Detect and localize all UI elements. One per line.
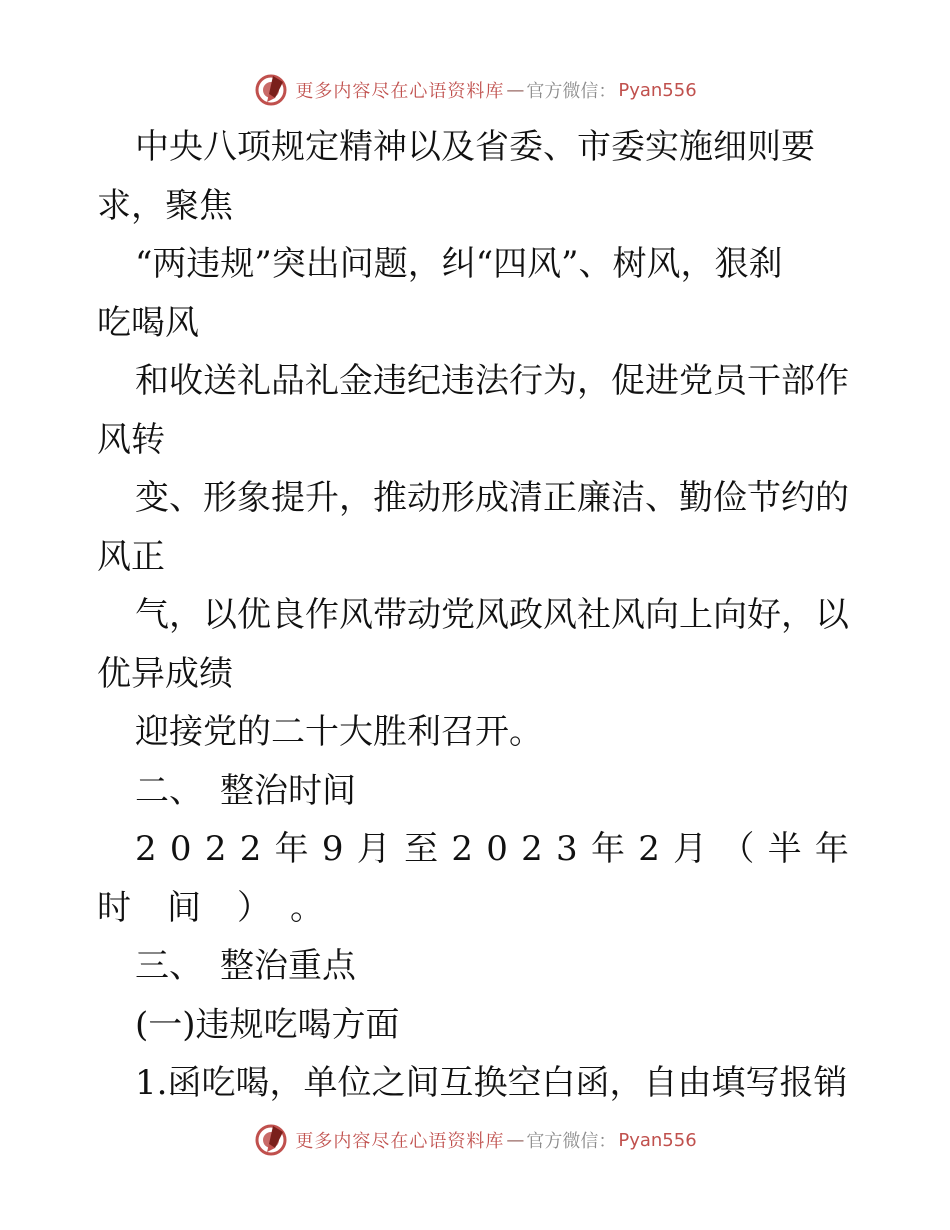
paragraph-line: 气，以优良作风带动党风政风社风向上向好，以 <box>135 595 849 635</box>
watermark-wechat-id: Pyan556 <box>618 79 697 101</box>
char: 年 <box>274 829 309 869</box>
paragraph-line: 和收送礼品礼金违纪违法行为，促进党员干部作 <box>135 361 849 401</box>
char: 月 <box>673 829 708 869</box>
char: 2 <box>521 829 543 869</box>
char: ） <box>237 887 254 928</box>
paragraph-line: 风转 <box>97 419 165 460</box>
char: 0 <box>169 829 192 869</box>
brush-logo-icon <box>253 72 289 108</box>
paragraph-line: 吃喝风 <box>97 302 199 343</box>
paragraph-line: “两违规”突出问题，纠“四风”、树风，狠刹 <box>135 244 783 284</box>
char: 2 <box>204 829 227 869</box>
section-heading: 二、 整治时间 <box>135 770 356 811</box>
watermark-text: 更多内容尽在心语资料库 <box>295 81 505 102</box>
section-heading: 三、 整治重点 <box>135 946 356 986</box>
char: 年 <box>814 829 849 869</box>
char: 0 <box>486 829 508 869</box>
paragraph-line: 优异成绩 <box>97 653 233 694</box>
watermark-text: 更多内容尽在心语资料库 <box>295 1131 505 1152</box>
char: 3 <box>556 829 578 869</box>
watermark-separator: — <box>506 1129 525 1151</box>
char: 。 <box>290 887 324 928</box>
paragraph-line: 1.函吃喝，单位之间互换空白函，自由填写报销 <box>135 1063 848 1103</box>
watermark-wechat-id: Pyan556 <box>618 1129 697 1151</box>
paragraph-line: 风正 <box>97 536 165 577</box>
char: 2 <box>239 829 262 869</box>
watermark-header <box>0 70 950 110</box>
char: 9 <box>321 829 344 869</box>
date-range-line <box>97 820 857 879</box>
paragraph-line: 变、形象提升，推动形成清正廉洁、勤俭节约的 <box>135 478 849 518</box>
watermark-wechat-label: 官方微信： <box>526 81 617 102</box>
document-body <box>97 118 857 1113</box>
watermark-wechat-label: 官方微信： <box>526 1131 617 1152</box>
date-range-line-end <box>97 879 857 938</box>
watermark-separator: — <box>506 79 525 101</box>
char: 月 <box>356 829 391 869</box>
char: 2 <box>638 829 660 869</box>
char: 间 <box>167 887 201 928</box>
watermark-footer <box>0 1120 950 1160</box>
paragraph-line: 迎接党的二十大胜利召开。 <box>135 712 543 752</box>
char: 半 <box>767 829 802 869</box>
char: 至 <box>404 829 439 869</box>
subsection-heading: (一)违规吃喝方面 <box>135 1004 400 1045</box>
paragraph-line: 中央八项规定精神以及省委、市委实施细则要 <box>135 127 815 167</box>
paragraph-line: 求，聚焦 <box>97 185 233 226</box>
char: 年 <box>590 829 625 869</box>
char: 时 <box>97 887 131 928</box>
char: 2 <box>451 829 473 869</box>
brush-logo-icon <box>253 1122 289 1158</box>
char: （ <box>720 829 755 869</box>
char: 2 <box>135 829 157 869</box>
